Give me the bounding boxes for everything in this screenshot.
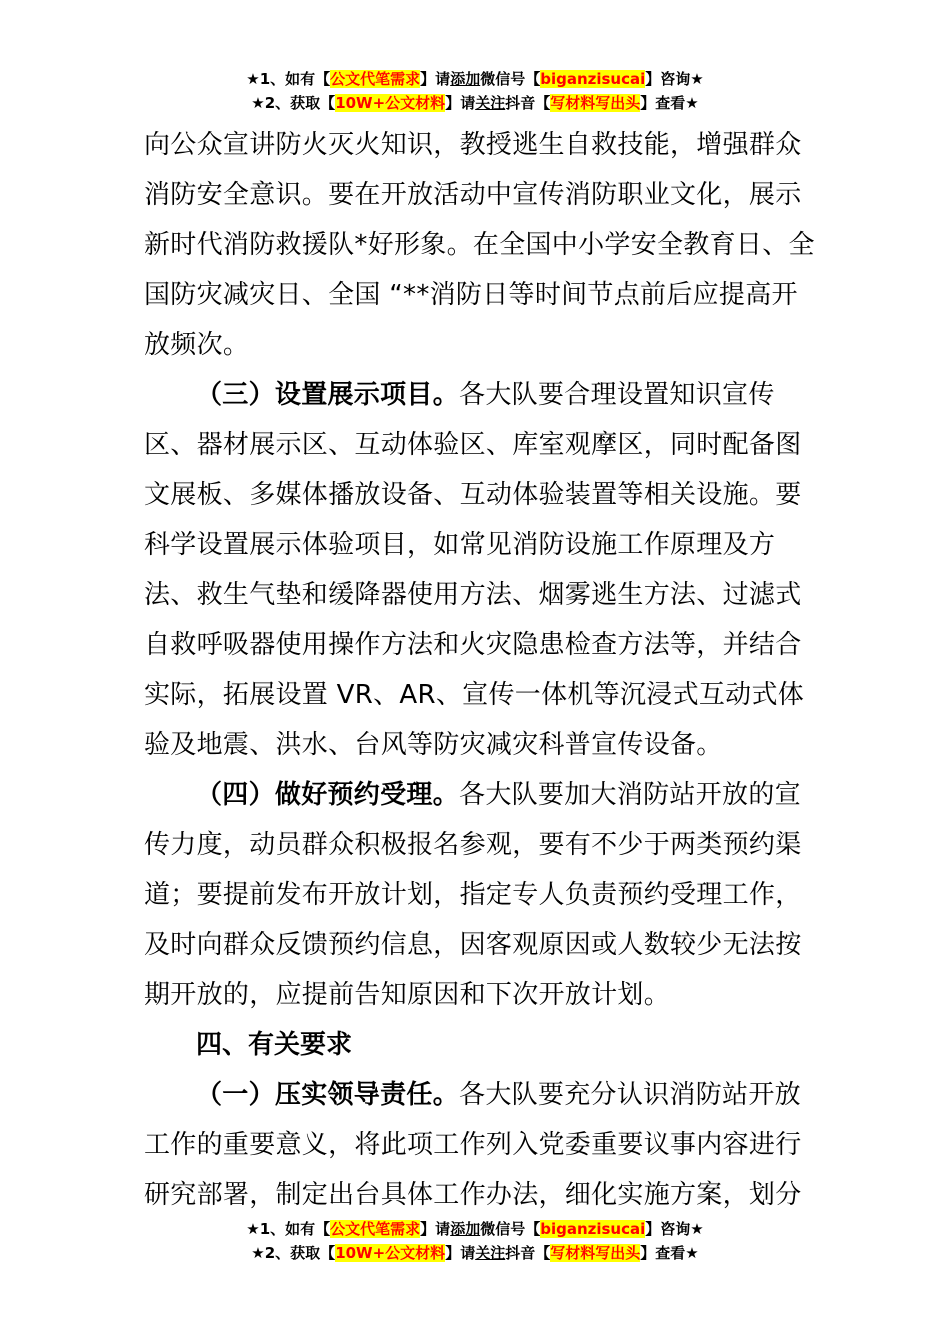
banner-text: ★1、如有【 xyxy=(246,70,331,88)
banner-text: 】请 xyxy=(445,94,476,112)
paragraph-continuation: 向公众宣讲防火灭火知识，教授逃生自救技能，增强群众消防安全意识。要在开放活动中宣传消防职业文化，展示新时代消防救援队*好形象。在全国中小学安全教育日、全国防灾减灾日、全国 “**消防日等时间节点前后应提高开放频次。 xyxy=(144,130,815,360)
paragraph-text: 各大队要合理设置知识宣传区、器材展示区、互动体验区、库室观摩区，同时配备图文展板、多媒体播放设备、互动体验装置等相关设施。要科学设置展示体验项目，如常见消防设施工作原理及方法、救生气垫和缓降器使用方法、烟雾逃生方法、过滤式自救呼吸器使用操作方法和火灾隐患检查方法等，并结合实际，拓展设置 VR、AR、宣传一体机等沉浸式互动式体验及地震、洪水、台风等防灾减灾科普宣传设备。 xyxy=(144,380,805,760)
banner-text: ★2、获取【 xyxy=(251,1244,336,1262)
banner-text: 】请 xyxy=(420,1220,451,1238)
banner-text: ★1、如有【 xyxy=(246,1220,331,1238)
banner-text: 】查看★ xyxy=(640,94,699,112)
banner-underline: 关注 xyxy=(475,94,506,112)
banner-line-1 xyxy=(0,1217,950,1241)
banner-wechat-id: biganzisucai xyxy=(540,1220,646,1238)
banner-text: 】请 xyxy=(420,70,451,88)
banner-line-1 xyxy=(0,67,950,91)
banner-highlight: 公文代笔需求 xyxy=(330,1220,421,1238)
paragraph-reservation xyxy=(144,770,824,1020)
paragraph-title: （四）做好预约受理。 xyxy=(196,780,460,810)
banner-text: 微信号【 xyxy=(480,1220,541,1238)
banner-douyin-id: 写材料写出头 xyxy=(550,1244,641,1262)
banner-text: 微信号【 xyxy=(480,70,541,88)
banner-text: 抖音【 xyxy=(505,1244,551,1262)
banner-text: 】咨询★ xyxy=(645,1220,704,1238)
paragraph-title: （一）压实领导责任。 xyxy=(196,1080,460,1110)
section-heading: 四、有关要求 xyxy=(196,1030,353,1060)
banner-highlight: 10W+公文材料 xyxy=(335,94,446,112)
banner-text: 抖音【 xyxy=(505,94,551,112)
banner-underline: 添加 xyxy=(450,1220,481,1238)
paragraph-text: 各大队要充分认识消防站开放工作的重要意义，将此项工作列入党委重要议事内容进行研究部署，制定出台具体工作办法，细化实施方案，划分 xyxy=(144,1080,802,1210)
banner-highlight: 公文代笔需求 xyxy=(330,70,421,88)
banner-underline: 关注 xyxy=(475,1244,506,1262)
banner-wechat-id: biganzisucai xyxy=(540,70,646,88)
paragraph-text: 各大队要加大消防站开放的宣传力度，动员群众积极报名参观，要有不少于两类预约渠道；要提前发布开放计划，指定专人负责预约受理工作，及时向群众反馈预约信息，因客观原因或人数较少无法按期开放的，应提前告知原因和下次开放计划。 xyxy=(144,780,802,1010)
paragraph-display-items xyxy=(144,370,824,770)
banner-douyin-id: 写材料写出头 xyxy=(550,94,641,112)
banner-line-2 xyxy=(0,91,950,115)
paragraph-title: （三）设置展示项目。 xyxy=(196,380,460,410)
banner-underline: 添加 xyxy=(450,70,481,88)
paragraph-leadership xyxy=(144,1070,824,1220)
banner-highlight: 10W+公文材料 xyxy=(335,1244,446,1262)
document-body xyxy=(144,120,824,1220)
banner-text: 】请 xyxy=(445,1244,476,1262)
header-banner xyxy=(0,67,950,115)
footer-banner xyxy=(0,1217,950,1265)
banner-text: 】咨询★ xyxy=(645,70,704,88)
banner-text: 】查看★ xyxy=(640,1244,699,1262)
banner-line-2 xyxy=(0,1241,950,1265)
banner-text: ★2、获取【 xyxy=(251,94,336,112)
